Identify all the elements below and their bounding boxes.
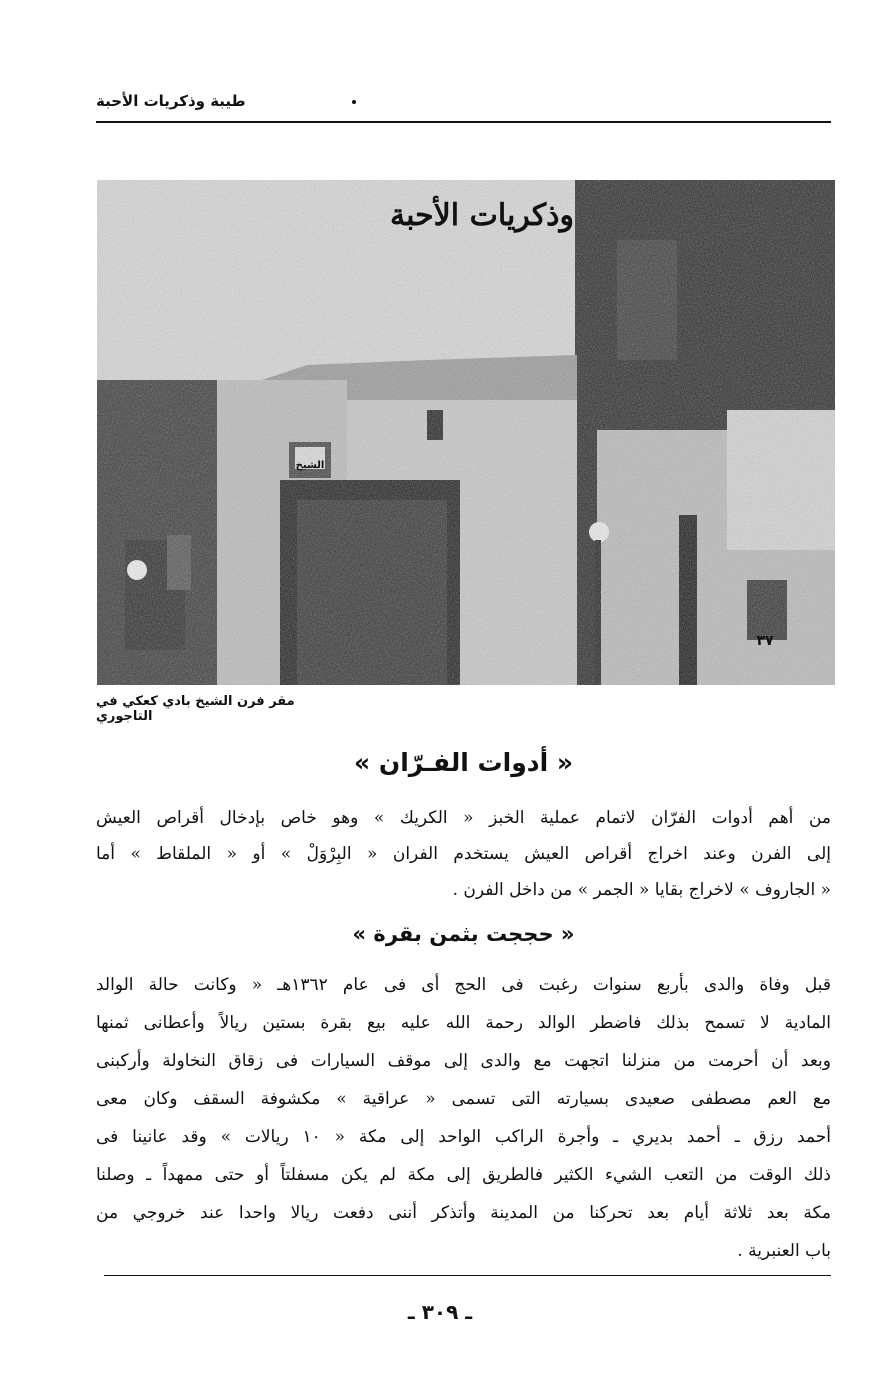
bakery-photo (97, 180, 835, 685)
paragraph-line: إلى الفرن وعند اخراج أقراص العيش يستخدم الفران « البِرْوَلْ » أو « الملقاط » أما (96, 844, 831, 864)
footer-rule (104, 1275, 831, 1276)
photo-caption: مقر فرن الشيخ بادي كعكي في التاجوري (96, 694, 295, 724)
photo-watermark: وذكريات الأحبة (390, 198, 574, 233)
paragraph-baker-tools (96, 800, 831, 908)
paragraph-line: باب العنبرية . (737, 1241, 831, 1261)
paragraph-line: أحمد رزق ـ أحمد بديري ـ وأجرة الراكب الواحد إلى مكة « ١٠ ريالات » وقد عانينا فى (96, 1127, 831, 1147)
paragraph-line: مكة بعد ثلاثة أيام بعد تحركنا من المدينة وأتذكر أننى دفعت ريالا واحدا عند خروجي من (96, 1203, 831, 1223)
page-number: ـ ٣٠٩ ـ (407, 1300, 473, 1324)
photo-sign: الشيخ (295, 460, 325, 471)
paragraph-line: المادية لا تسمح بذلك فاضطر الوالد رحمة الله عليه بيع بقرة بستين ريالاً وأعطانى ثمنها (96, 1013, 831, 1033)
section-heading-hajj: « حججت بثمن بقرة » (352, 922, 575, 946)
running-header-title: طيبة وذكريات الأحبة (96, 92, 246, 110)
paragraph-line: مع العم مصطفى صعيدى بسيارته التى تسمى « عراقية » مكشوفة السقف وكان معى (96, 1089, 831, 1109)
section-heading-baker-tools: « أدوات الفـرّان » (354, 748, 573, 777)
paragraph-line: من أهم أدوات الفرّان لاتمام عملية الخبز « الكريك » وهو خاص بإدخال أقراص العيش (96, 808, 831, 828)
paragraph-line: قبل وفاة والدى بأربع سنوات رغبت فى الحج أى فى عام ١٣٦٢هـ « وكانت حالة الوالد (96, 975, 831, 995)
paragraph-line: ذلك الوقت من التعب الشيء الكثير فالطريق إلى مكة لم يكن مسفلتاً أو حتى ممهداً ـ وصلنا (96, 1165, 831, 1185)
header-dot (352, 100, 356, 104)
paragraph-line: وبعد أن أحرمت من منزلنا اتجهت مع والدى إلى موقف السيارات فى زقاق النخاولة وأركبنى (96, 1051, 831, 1071)
header-rule (96, 121, 831, 123)
photo-wall-number: ٣٧ (756, 633, 774, 649)
paragraph-hajj (96, 966, 831, 1270)
paragraph-line: « الجاروف » لاخراج بقايا « الجمر » من داخل الفرن . (452, 880, 831, 900)
